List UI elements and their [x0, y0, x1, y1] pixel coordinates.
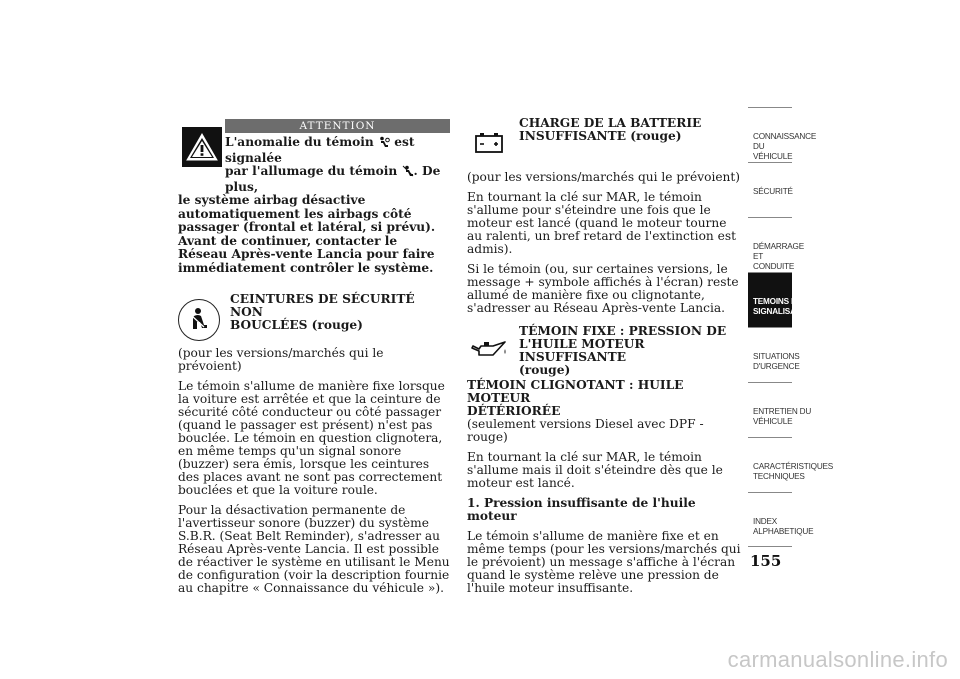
tab-label: SIGNALISATION: [753, 307, 814, 316]
oil-can-icon: [467, 327, 511, 371]
tab-caracteristiques-techniques[interactable]: [748, 437, 834, 492]
tab-label: VÉHICULE: [753, 417, 793, 426]
tab-label: DÉMARRAGE ET: [753, 242, 804, 261]
tab-label: CONNAISSANCE DU: [753, 132, 817, 151]
tab-label: TEMOINS ET: [753, 297, 802, 306]
oil-para1: (seulement versions Diesel avec DPF - rouge): [467, 417, 704, 444]
battery-icon: [467, 121, 511, 165]
oil-subheading-line2: DÉTÉRIORÉE: [467, 404, 561, 418]
tab-label: CONDUITE: [753, 262, 795, 271]
attention-line2a: par l'allumage du témoin: [225, 164, 402, 178]
oil-subheading-line1: TÉMOIN CLIGNOTANT : HUILE MOTEUR: [467, 378, 684, 405]
battery-title-line1: CHARGE DE LA BATTERIE: [519, 116, 702, 130]
warning-triangle-icon: [182, 127, 222, 167]
left-column: [178, 119, 450, 602]
page-number: 155: [750, 552, 782, 570]
tab-label: SITUATIONS: [753, 352, 800, 361]
attention-header: ATTENTION: [225, 119, 450, 133]
tab-connaissance-vehicule[interactable]: [748, 107, 817, 162]
seatbelt-para3: Pour la désactivation permanente de l'avertisseur sonore (buzzer) du système S.B.R. (Seat Belt Reminder), s'adresser au Réseau Après-vente Lancia. Il est possible de réactiver le système en utilisant le Menu de configuration (voir la description fournie au chapitre « Connaissance du véhicule »).: [178, 503, 450, 595]
tab-index-alphabetique[interactable]: [748, 492, 814, 547]
attention-rest: le système airbag désactive automatiquement les airbags côté passager (frontal et latéral, si prévu). Avant de continuer, contacter le Réseau Après-vente Lancia pour faire immédiatement contrôler le système.: [178, 193, 436, 275]
oil-title-line1: TÉMOIN FIXE : PRESSION DE: [519, 324, 727, 338]
seatbelt-para1: (pour les versions/marchés qui le prévoient): [178, 346, 384, 373]
attention-line1a: L'anomalie du témoin: [225, 135, 379, 149]
attention-box: [178, 119, 450, 275]
airbag-icon: [378, 136, 390, 152]
oil-title-line2: L'HUILE MOTEUR INSUFFISANTE: [519, 337, 645, 364]
seatbelt-title: [230, 293, 450, 333]
tab-demarrage-conduite[interactable]: [748, 217, 804, 272]
tab-situations-urgence[interactable]: [748, 327, 800, 382]
tab-label: VÉHICULE: [753, 152, 793, 161]
oil-subheading: [467, 379, 742, 418]
seatbelt-section: [178, 293, 450, 595]
tab-securite[interactable]: [748, 162, 792, 217]
oil-para2: En tournant la clé sur MAR, le témoin s'allume mais il doit s'éteindre dès que le moteur est lancé.: [467, 450, 723, 490]
battery-title: [519, 117, 742, 157]
oil-title-line3: (rouge): [519, 363, 571, 377]
tab-label: D'URGENCE: [753, 362, 800, 371]
seatbelt-para2: Le témoin s'allume de manière fixe lorsque la voiture est arrêtée et que la ceinture de sécurité côté conducteur ou côté passager (quand le passager est présent) n'est pas bouclée. Le témoin en question clignotera, en même temps qu'un signal sonore (buzzer) sera émis, lorsque les ceintures des places avant ne sont pas correctement bouclées et que la voiture roule.: [178, 379, 445, 497]
oil-para3: Le témoin s'allume de manière fixe et en même temps (pour les versions/marchés qui le prévoient) un message s'affiche à l'écran quand le système relève une pression de l'huile moteur insuffisante.: [467, 529, 741, 595]
chapter-tabs: [748, 107, 834, 550]
seatbelt-icon: [178, 299, 220, 341]
oil-title: [519, 325, 742, 377]
oil-heading-low-pressure: 1. Pression insuffisante de l'huile moteur: [467, 496, 696, 523]
watermark: carmanualsonline.info: [727, 647, 948, 672]
passenger-airbag-icon: [402, 165, 414, 181]
battery-title-line2: INSUFFISANTE (rouge): [519, 129, 682, 143]
oil-section: [467, 325, 742, 595]
tab-label: ALPHABETIQUE: [753, 527, 814, 536]
tab-label: SÉCURITÉ: [753, 187, 793, 196]
battery-para2: En tournant la clé sur MAR, le témoin s'allume pour s'éteindre une fois que le moteur est lancé (quand le moteur tourne au ralenti, un bref retard de l'extinction est admis).: [467, 190, 736, 256]
tab-label: TECHNIQUES: [753, 472, 805, 481]
battery-para1: (pour les versions/marchés qui le prévoient): [467, 170, 741, 184]
attention-line1b: est signalée: [225, 135, 415, 165]
tab-entretien-vehicule[interactable]: [748, 382, 812, 437]
attention-line2b: . De plus,: [225, 164, 441, 194]
tab-label: CARACTÉRISTIQUES: [753, 462, 834, 471]
battery-para3: Si le témoin (ou, sur certaines versions, le message + symbole affichés à l'écran) reste allumé de manière fixe ou clignotante, s'adresser au Réseau Après-vente Lancia.: [467, 262, 739, 315]
right-column: [467, 117, 742, 602]
tab-label: ENTRETIEN DU: [753, 407, 812, 416]
tab-temoins-signalisation[interactable]: [748, 272, 814, 327]
tab-label: INDEX: [753, 517, 778, 526]
seatbelt-title-line1: CEINTURES DE SÉCURITÉ NON: [230, 292, 415, 319]
battery-section: [467, 117, 742, 315]
seatbelt-title-line2: BOUCLÉES (rouge): [230, 318, 363, 332]
